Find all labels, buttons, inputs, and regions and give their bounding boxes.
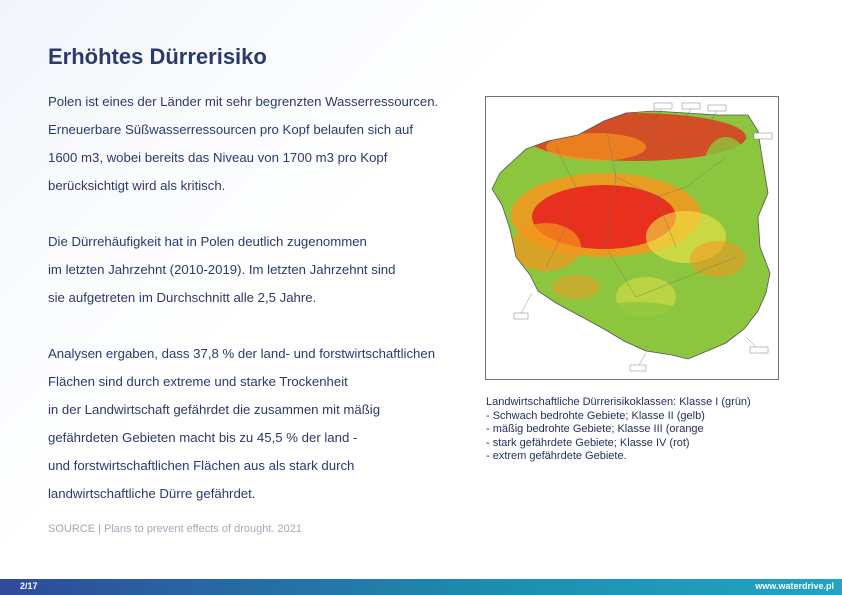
page-number: 2/17 bbox=[20, 581, 38, 591]
caption-line: - extrem gefährdete Gebiete. bbox=[486, 450, 627, 462]
text-line: landwirtschaftliche Dürre gefährdet. bbox=[48, 486, 256, 501]
page-title: Erhöhtes Dürrerisiko bbox=[48, 44, 267, 69]
caption-line: Landwirtschaftliche Dürrerisikoklassen: Klasse I (grün) bbox=[486, 396, 751, 408]
drought-risk-map bbox=[485, 96, 779, 380]
body-text bbox=[48, 88, 468, 508]
text-line: und forstwirtschaftlichen Flächen aus als stark durch bbox=[48, 458, 355, 473]
text-line: 1600 m3, wobei bereits das Niveau von 1700 m3 pro Kopf bbox=[48, 150, 388, 165]
footer-bar bbox=[0, 579, 842, 595]
text-line: Polen ist eines der Länder mit sehr begrenzten Wasserressourcen. bbox=[48, 94, 439, 109]
caption-line: - Schwach bedrohte Gebiete; Klasse II (gelb) bbox=[486, 409, 705, 422]
poland-map-image bbox=[486, 97, 778, 379]
website-link[interactable]: www.waterdrive.pl bbox=[755, 581, 834, 591]
text-line: gefährdeten Gebieten macht bis zu 45,5 % der land - bbox=[48, 430, 358, 445]
text-line: in der Landwirtschaft gefährdet die zusammen mit mäßig bbox=[48, 402, 381, 417]
caption-line: - stark gefährdete Gebiete; Klasse IV (rot) bbox=[486, 436, 690, 449]
text-line: im letzten Jahrzehnt (2010-2019). Im letzten Jahrzehnt sind bbox=[48, 262, 396, 277]
text-line: Flächen sind durch extreme und starke Trockenheit bbox=[48, 374, 348, 389]
text-line: Erneuerbare Süßwasserressourcen pro Kopf belaufen sich auf bbox=[48, 122, 414, 137]
text-line: Analysen ergaben, dass 37,8 % der land- und forstwirtschaftlichen bbox=[48, 346, 436, 361]
map-caption bbox=[486, 396, 786, 464]
text-line: sie aufgetreten im Durchschnitt alle 2,5 Jahre. bbox=[48, 290, 317, 305]
text-line: Die Dürrehäufigkeit hat in Polen deutlich zugenommen bbox=[48, 234, 367, 249]
caption-line: - mäßig bedrohte Gebiete; Klasse III (orange bbox=[486, 423, 704, 435]
text-line: berücksichtigt wird als kritisch. bbox=[48, 178, 226, 193]
paragraph-gap bbox=[48, 200, 468, 228]
source-note: SOURCE | Plans to prevent effects of drought. 2021 bbox=[48, 523, 302, 535]
paragraph-gap bbox=[48, 312, 468, 340]
